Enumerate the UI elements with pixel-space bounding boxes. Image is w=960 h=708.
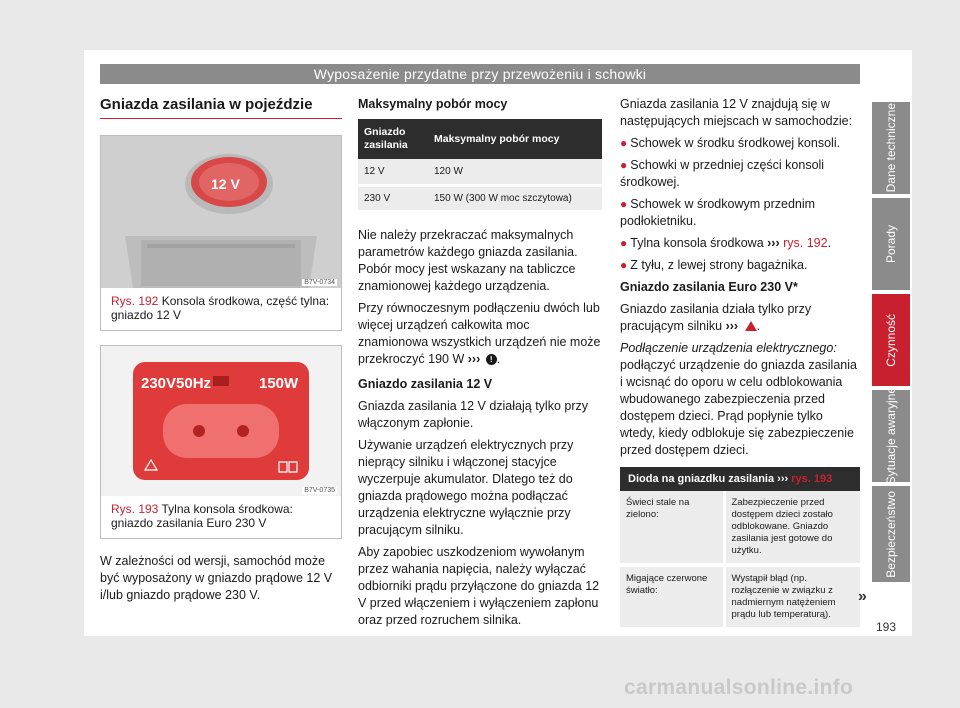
power-table	[358, 119, 602, 213]
cross-ref-arrow: ›››	[767, 236, 780, 250]
table-cell: 150 W (300 W moc szczytowa)	[428, 185, 602, 211]
socket-230v-illustration	[101, 346, 341, 496]
paragraph: Gniazda zasilania 12 V działają tylko przy włączonym zapłonie.	[358, 398, 588, 430]
page-header: Wyposażenie przydatne przy przewożeniu i schowki	[100, 64, 860, 84]
bullet-icon: ●	[620, 258, 628, 272]
tab-porady[interactable]: Porady	[872, 198, 910, 290]
cross-ref-arrow: ›››	[467, 351, 481, 366]
column-right	[620, 96, 860, 631]
subsection-heading: Gniazdo zasilania 12 V	[358, 376, 493, 391]
column-left	[100, 96, 342, 609]
socket-label-left: 230V50Hz	[141, 375, 212, 392]
paragraph: Gniazdo zasilania działa tylko przy pracującym silniku ››› .	[620, 302, 812, 333]
figure-193-image	[101, 346, 341, 496]
intro-paragraph: W zależności od wersji, samochód może być wyposażony w gniazdo prądowe 12 V i/lub gniazdo prądowe 230 V.	[100, 554, 333, 602]
location-list	[620, 135, 860, 274]
paragraph: Aby zapobiec uszkodzeniom wywołanym przez wahania napięcia, należy wyłączać odbiorniki prądu przyłączone do gniazda 12 V przed włączeniem i wyłączeniem zapłonu oraz przed rozruchem silnika.	[358, 544, 600, 627]
tab-czynnosc[interactable]: Czynność	[872, 294, 910, 386]
table-row	[620, 491, 860, 565]
continue-icon: »	[858, 588, 867, 605]
caption-text: Tylna konsola środkowa: gniazdo zasilania Euro 230 V	[111, 502, 293, 530]
bullet-icon: ●	[620, 158, 628, 172]
list-item: ● Schowek w środku środkowej konsoli.	[620, 136, 841, 150]
info-icon: !	[486, 354, 497, 365]
table-cell: 230 V	[358, 185, 428, 211]
bullet-icon: ●	[620, 197, 628, 211]
table-cell: Zabezpieczenie przed dostępem dzieci zostało odblokowane. Gniazdo zasilania jest gotowe do użytku.	[724, 491, 860, 565]
warning-icon	[745, 321, 757, 331]
socket-12v-illustration	[101, 136, 341, 288]
table-header: Gniazdo zasilania	[358, 119, 428, 159]
figure-code: B7V-0734	[304, 279, 335, 286]
figure-ref: Rys. 193	[111, 502, 159, 516]
list-item: ● Schowek w środkowym przednim podłokietniku.	[620, 197, 816, 228]
table-header: Maksymalny pobór mocy	[428, 119, 602, 159]
figure-193	[100, 345, 342, 539]
bullet-icon: ●	[620, 136, 628, 150]
figure-192-caption	[101, 288, 341, 330]
table-cell: 120 W	[428, 159, 602, 185]
subsection-heading: Gniazdo zasilania Euro 230 V*	[620, 280, 798, 294]
socket-label-right: 150W	[259, 375, 299, 392]
subsection-heading: Maksymalny pobór mocy	[358, 97, 508, 111]
tab-dane-techniczne[interactable]: Dane techniczne	[872, 102, 910, 194]
chapter-tabs	[872, 102, 910, 586]
paragraph: Podłączenie urządzenia elektrycznego: podłączyć urządzenie do gniazda zasilania i wcisnąć do oporu w celu odblokowania wbudowanego zabezpieczenia przed dostępem dzieci. Prąd popłynie tylko wtedy, kiedy odblokuje się zabezpieczenie przed dostępem dzieci.	[620, 341, 857, 457]
table-row	[620, 565, 860, 629]
bullet-icon: ●	[620, 236, 628, 250]
list-item: ● Tylna konsola środkowa ››› rys. 192.	[620, 236, 832, 250]
table-cell: Migające czerwone światło:	[620, 565, 724, 629]
table-row	[358, 185, 602, 211]
paragraph: Używanie urządzeń elektrycznych przy nieprący silniku i włączonej stacyjce wyczerpuje akumulator. Dlatego też do gniazda prądowego można podłączać urządzenia elektryczne wyłącznie przy pracującym silniku.	[358, 437, 574, 537]
led-table-title: Dioda na gniazdku zasilania ››› rys. 193	[620, 467, 860, 491]
figure-192	[100, 135, 342, 331]
table-cell: Świeci stale na zielono:	[620, 491, 724, 565]
list-item: ● Schowki w przedniej części konsoli środkowej.	[620, 158, 825, 189]
paragraph-text: Przy równoczesnym podłączeniu dwóch lub więcej urządzeń całkowita moc znamionowa wszystkich urządzeń nie może przekroczyć 190 W	[358, 300, 601, 366]
figure-code: B7V-0735	[304, 487, 335, 494]
paragraph: Przy równoczesnym podłączeniu dwóch lub więcej urządzeń całkowita moc znamionowa wszystkich urządzeń nie może przekroczyć 190 W ››› ! .	[358, 300, 601, 366]
led-indicator	[213, 376, 229, 386]
table-row	[358, 159, 602, 185]
italic-lead: Podłączenie urządzenia elektrycznego:	[620, 341, 837, 355]
paragraph: Nie należy przekraczać maksymalnych parametrów każdego gniazda zasilania. Pobór mocy jest wskazany na tabliczce znamionowej każdego urządzenia.	[358, 227, 578, 293]
figure-ref: Rys. 192	[111, 294, 159, 308]
figure-link[interactable]: rys. 193	[791, 473, 833, 485]
column-middle	[358, 96, 602, 634]
socket-12v-label: 12 V	[211, 176, 240, 192]
figure-192-image	[101, 136, 341, 288]
led-table	[620, 467, 860, 631]
tab-bezpieczenstwo[interactable]: Bezpieczeństwo	[872, 486, 910, 582]
table-cell: 12 V	[358, 159, 428, 185]
cross-ref-arrow: ›››	[725, 319, 739, 333]
page-number: 193	[876, 620, 897, 634]
figure-link[interactable]: rys. 192	[783, 236, 828, 250]
table-cell: Wystąpił błąd (np. rozłączenie w związku z nadmiernym natężeniem prądu lub temperaturą).	[724, 565, 860, 629]
figure-193-caption	[101, 496, 341, 538]
paragraph: Gniazda zasilania 12 V znajdują się w następujących miejscach w samochodzie:	[620, 97, 853, 128]
section-title: Gniazda zasilania w pojeździe	[100, 96, 342, 119]
caption-text: Konsola środkowa, część tylna: gniazdo 12 V	[111, 294, 330, 322]
tab-sytuacje-awaryjne[interactable]: Sytuacje awaryjne	[872, 390, 910, 482]
list-item: ● Z tyłu, z lewej strony bagażnika.	[620, 258, 808, 272]
watermark: carmanualsonline.info	[624, 676, 854, 699]
